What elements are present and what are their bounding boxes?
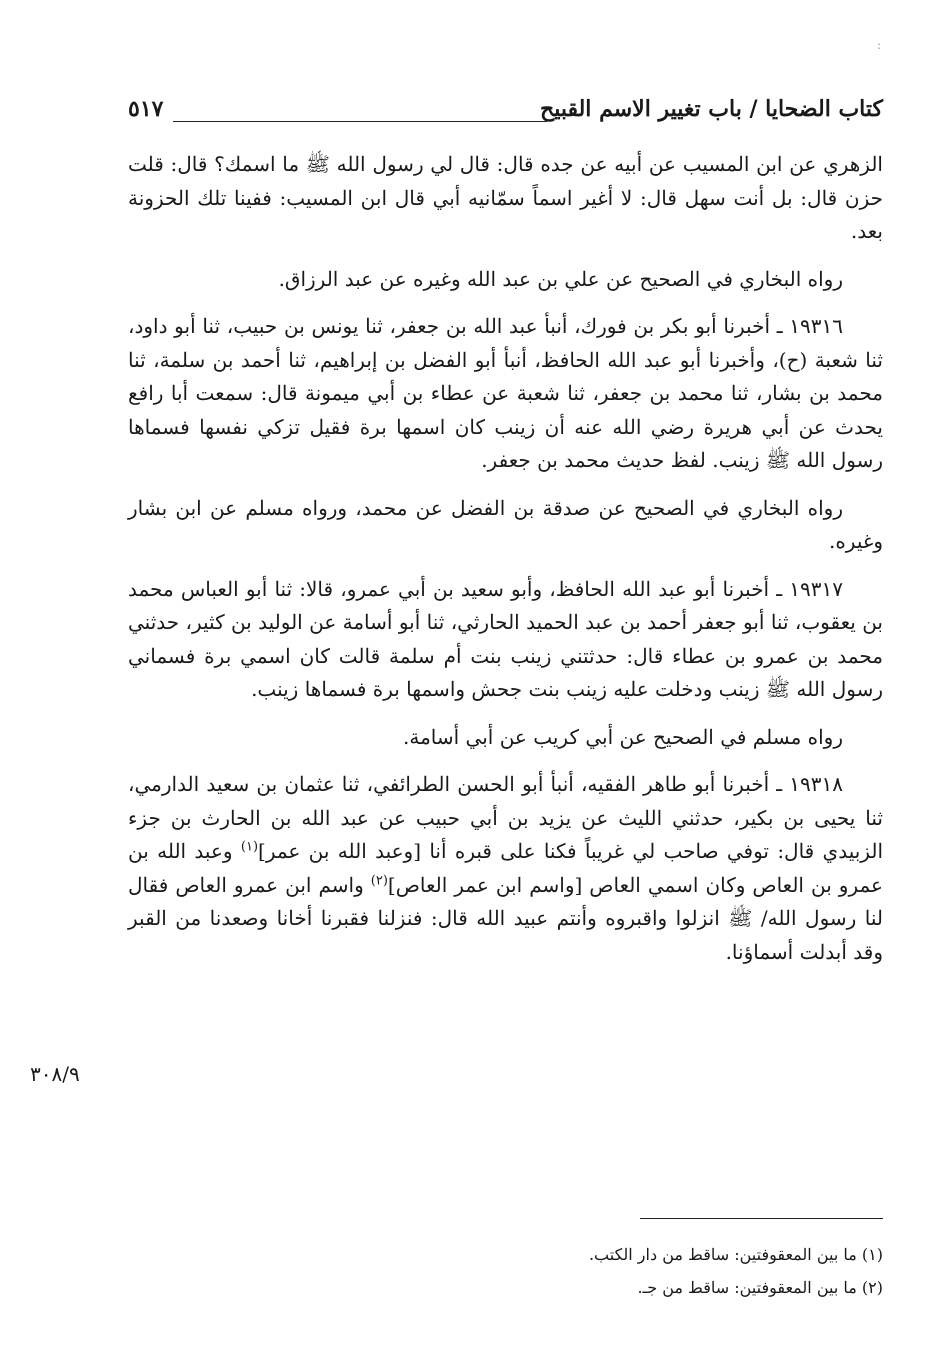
paragraph-4: رواه البخاري في الصحيح عن صدقة بن الفضل عن محمد، ورواه مسلم عن ابن بشار وغيره. xyxy=(128,495,883,553)
paragraph-5: ١٩٣١٧ ـ أخبرنا أبو عبد الله الحافظ، وأبو سعيد بن أبي عمرو، قالا: ثنا أبو العباس محمد بن يعقوب، ثنا أبو جعفر أحمد بن عبد الحميد الحارثي، ثنا أبو أسامة عن الوليد بن كثير، حدثني محمد بن عمرو بن عطاء قال: حدثتني زينب بنت أم سلمة قالت كان اسمي برة فسماني رسول الله ﷺ زينب ودخلت عليه زينب بنت جحش واسمها برة فسماها زينب. xyxy=(128,576,883,701)
footnote-2: (٢) ما بين المعقوفتين: ساقط من جـ. xyxy=(637,1278,883,1297)
main-text xyxy=(128,148,883,983)
paragraph-7-part-2: وعبد الله بن عمرو بن العاص وكان اسمي العاص [واسم ابن عمر العاص] xyxy=(128,839,883,897)
page-number: ٥١٧ xyxy=(128,96,164,122)
footnote-ref-2[interactable]: (٢) xyxy=(370,872,388,888)
scan-mark: : xyxy=(877,38,882,52)
header-title: كتاب الضحايا / باب تغيير الاسم القبيح xyxy=(540,96,883,122)
paragraph-7-part-1: ١٩٣١٨ ـ أخبرنا أبو طاهر الفقيه، أنبأ أبو الحسن الطرائفي، ثنا عثمان بن سعيد الدارمي، ثنا يحيى بن بكير، حدثني الليث عن يزيد بن أبي حبيب عن عبد الله بن الحارث بن جزء الزبيدي قال: توفي صاحب لي غريباً فكنا على قبره أنا [وعبد الله بن عمر] xyxy=(128,772,883,863)
paragraph-2: رواه البخاري في الصحيح عن علي بن عبد الله وغيره عن عبد الرزاق. xyxy=(278,266,843,291)
paragraph-6: رواه مسلم في الصحيح عن أبي كريب عن أبي أسامة. xyxy=(403,724,843,749)
footnote-ref-1[interactable]: (١) xyxy=(240,839,259,855)
margin-page-reference: ٣٠٨/٩ xyxy=(30,1062,80,1086)
footnote-1: (١) ما بين المعقوفتين: ساقط من دار الكتب. xyxy=(588,1245,883,1264)
header-rule xyxy=(173,121,547,122)
paragraph-7-part-3: واسم ابن عمرو العاص فقال لنا رسول الله/ ﷺ انزلوا واقبروه وأنتم عبيد الله قال: فنزلنا فقبرنا أخانا وصعدنا من القبر وقد أبدلت أسماؤنا. xyxy=(128,872,883,964)
footnote-separator xyxy=(640,1218,883,1219)
footnotes xyxy=(128,1238,883,1304)
paragraph-1: الزهري عن ابن المسيب عن أبيه عن جده قال: قال لي رسول الله ﷺ ما اسمك؟ قال: قلت حزن قال: بل أنت سهل قال: لا أغير اسماً سمّانيه أبي قال ابن المسيب: ففينا تلك الحزونة بعد. xyxy=(128,152,883,243)
paragraph-7 xyxy=(128,768,883,969)
paragraph-3: ١٩٣١٦ ـ أخبرنا أبو بكر بن فورك، أنبأ عبد الله بن جعفر، ثنا يونس بن حبيب، ثنا أبو داود، ثنا شعبة (ح)، وأخبرنا أبو عبد الله الحافظ، أنبأ أبو الفضل بن إبراهيم، ثنا أحمد بن سلمة، ثنا محمد بن بشار، ثنا محمد بن جعفر، ثنا شعبة عن عطاء بن أبي ميمونة قال: سمعت أبا رافع يحدث عن أبي هريرة رضي الله عنه أن زينب كان اسمها برة فقيل تزكي نفسها فسماها رسول الله ﷺ زينب. لفظ حديث محمد بن جعفر. xyxy=(128,314,883,472)
running-header xyxy=(128,92,883,132)
